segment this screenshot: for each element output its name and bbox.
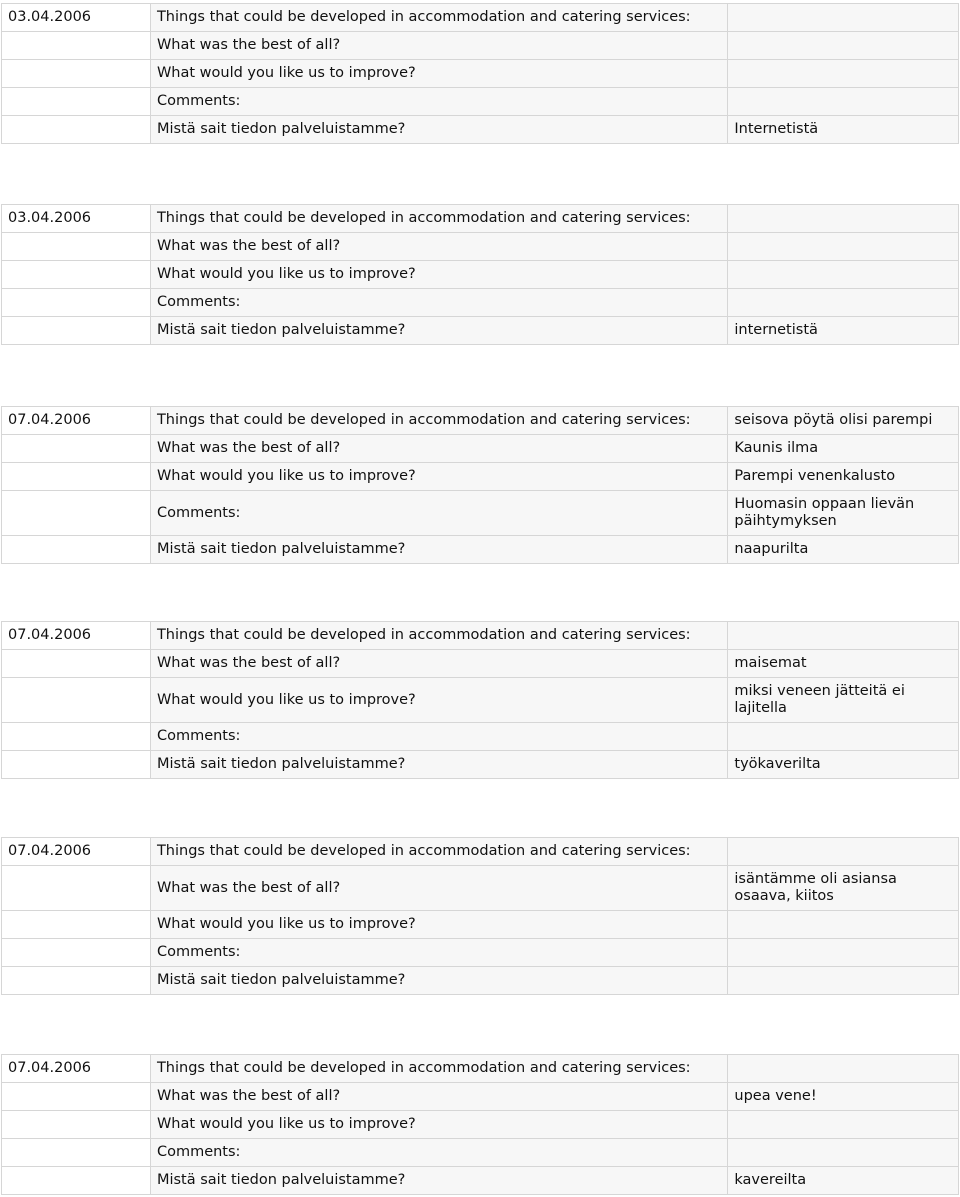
answer-things (728, 205, 959, 233)
feedback-entry-5 (1, 837, 959, 995)
question-things: Things that could be developed in accommodation and catering services: (150, 407, 727, 435)
row-best (2, 435, 959, 463)
question-best: What was the best of all? (150, 233, 727, 261)
feedback-entry-2 (1, 204, 959, 345)
question-comments: Comments: (150, 1139, 727, 1167)
question-things: Things that could be developed in accommodation and catering services: (150, 4, 727, 32)
answer-improve (728, 261, 959, 289)
question-improve: What would you like us to improve? (150, 911, 727, 939)
feedback-table-3 (1, 406, 959, 564)
question-best: What was the best of all? (150, 650, 727, 678)
answer-source: työkaverilta (728, 751, 959, 779)
question-improve: What would you like us to improve? (150, 1111, 727, 1139)
question-best: What was the best of all? (150, 1083, 727, 1111)
feedback-entry-3 (1, 406, 959, 564)
row-things (2, 1055, 959, 1083)
row-things (2, 205, 959, 233)
question-comments: Comments: (150, 289, 727, 317)
question-comments: Comments: (150, 723, 727, 751)
question-best: What was the best of all? (150, 866, 727, 911)
answer-improve (728, 911, 959, 939)
question-source: Mistä sait tiedon palveluistamme? (150, 116, 727, 144)
row-source (2, 967, 959, 995)
feedback-entry-6 (1, 1054, 959, 1195)
answer-best: maisemat (728, 650, 959, 678)
answer-source (728, 967, 959, 995)
question-source: Mistä sait tiedon palveluistamme? (150, 536, 727, 564)
answer-best (728, 32, 959, 60)
row-comments (2, 491, 959, 536)
answer-comments (728, 88, 959, 116)
question-improve: What would you like us to improve? (150, 261, 727, 289)
answer-comments (728, 1139, 959, 1167)
answer-improve (728, 1111, 959, 1139)
row-things (2, 622, 959, 650)
feedback-entry-4 (1, 621, 959, 779)
question-improve: What would you like us to improve? (150, 463, 727, 491)
row-best (2, 1083, 959, 1111)
row-best (2, 32, 959, 60)
row-improve (2, 463, 959, 491)
question-comments: Comments: (150, 939, 727, 967)
row-things (2, 4, 959, 32)
answer-things: seisova pöytä olisi parempi (728, 407, 959, 435)
question-improve: What would you like us to improve? (150, 678, 727, 723)
feedback-table-2 (1, 204, 959, 345)
row-improve (2, 678, 959, 723)
row-best (2, 233, 959, 261)
answer-comments (728, 939, 959, 967)
answer-best: upea vene! (728, 1083, 959, 1111)
row-comments (2, 1139, 959, 1167)
question-things: Things that could be developed in accommodation and catering services: (150, 205, 727, 233)
question-source: Mistä sait tiedon palveluistamme? (150, 317, 727, 345)
question-source: Mistä sait tiedon palveluistamme? (150, 1167, 727, 1195)
feedback-table-6 (1, 1054, 959, 1195)
question-things: Things that could be developed in accommodation and catering services: (150, 622, 727, 650)
answer-things (728, 838, 959, 866)
row-source (2, 1167, 959, 1195)
feedback-table-4 (1, 621, 959, 779)
row-things (2, 407, 959, 435)
row-comments (2, 939, 959, 967)
answer-comments: Huomasin oppaan lievän päihtymyksen (728, 491, 959, 536)
question-source: Mistä sait tiedon palveluistamme? (150, 967, 727, 995)
row-source (2, 751, 959, 779)
entry-date: 03.04.2006 (2, 4, 151, 32)
answer-source: kavereilta (728, 1167, 959, 1195)
question-comments: Comments: (150, 491, 727, 536)
row-comments (2, 289, 959, 317)
question-source: Mistä sait tiedon palveluistamme? (150, 751, 727, 779)
entry-date: 07.04.2006 (2, 622, 151, 650)
feedback-table-1 (1, 3, 959, 144)
answer-improve: miksi veneen jätteitä ei lajitella (728, 678, 959, 723)
row-source (2, 116, 959, 144)
answer-improve (728, 60, 959, 88)
row-source (2, 317, 959, 345)
answer-source: internetistä (728, 317, 959, 345)
question-best: What was the best of all? (150, 435, 727, 463)
row-best (2, 650, 959, 678)
answer-best: isäntämme oli asiansa osaava, kiitos (728, 866, 959, 911)
row-things (2, 838, 959, 866)
entry-date: 07.04.2006 (2, 1055, 151, 1083)
answer-things (728, 4, 959, 32)
row-comments (2, 88, 959, 116)
answer-best (728, 233, 959, 261)
answer-source: Internetistä (728, 116, 959, 144)
row-improve (2, 60, 959, 88)
answer-things (728, 622, 959, 650)
row-source (2, 536, 959, 564)
question-things: Things that could be developed in accommodation and catering services: (150, 1055, 727, 1083)
question-best: What was the best of all? (150, 32, 727, 60)
row-best (2, 866, 959, 911)
answer-source: naapurilta (728, 536, 959, 564)
row-comments (2, 723, 959, 751)
row-improve (2, 911, 959, 939)
question-comments: Comments: (150, 88, 727, 116)
answer-improve: Parempi venenkalusto (728, 463, 959, 491)
row-improve (2, 261, 959, 289)
entry-date: 07.04.2006 (2, 838, 151, 866)
question-things: Things that could be developed in accommodation and catering services: (150, 838, 727, 866)
answer-comments (728, 723, 959, 751)
answer-things (728, 1055, 959, 1083)
row-improve (2, 1111, 959, 1139)
feedback-table-5 (1, 837, 959, 995)
answer-comments (728, 289, 959, 317)
answer-best: Kaunis ilma (728, 435, 959, 463)
feedback-entry-1 (1, 3, 959, 144)
question-improve: What would you like us to improve? (150, 60, 727, 88)
entry-date: 03.04.2006 (2, 205, 151, 233)
entry-date: 07.04.2006 (2, 407, 151, 435)
